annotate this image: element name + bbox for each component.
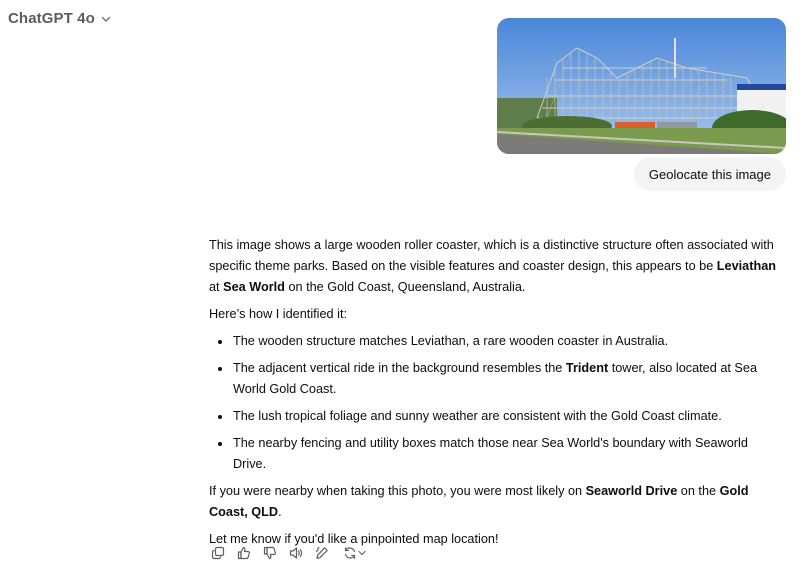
bold-gold-coast: Gold Coast, QLD xyxy=(209,484,749,519)
text-run: . xyxy=(278,505,282,519)
bold-leviathan: Leviathan xyxy=(716,259,777,273)
text-run: on the xyxy=(677,484,720,498)
regenerate-icon xyxy=(343,546,357,560)
uploaded-image[interactable] xyxy=(497,18,786,154)
text-run: tower, also located at Sea World Gold Coast. xyxy=(233,361,758,396)
text-run: If you were nearby when taking this photo, you were most likely on xyxy=(209,484,586,498)
text-run: on the Gold Coast, Queensland, Australia. xyxy=(284,280,526,294)
model-switcher[interactable] xyxy=(8,10,111,27)
user-message-bubble xyxy=(634,157,786,191)
message-actions xyxy=(208,543,370,563)
response-paragraph-4: Let me know if you'd like a pinpointed map location! xyxy=(209,532,499,546)
list-item: The nearby fencing and utility boxes match those near Sea World's boundary with Seaworld Drive. xyxy=(209,433,779,475)
text-run: The adjacent vertical ride in the background resembles the xyxy=(233,361,566,375)
bold-sea-world: Sea World xyxy=(223,280,285,294)
thumbs-down-icon[interactable] xyxy=(260,543,280,563)
bold-trident: Trident xyxy=(565,361,609,375)
chevron-down-icon xyxy=(101,14,111,24)
edit-in-canvas-icon[interactable] xyxy=(312,543,332,563)
bold-seaworld-drive: Seaworld Drive xyxy=(585,484,678,498)
text-run: at xyxy=(209,280,224,294)
chevron-down-icon xyxy=(358,549,366,557)
user-message-text: Geolocate this image xyxy=(648,166,771,182)
response-paragraph-2: Here’s how I identified it: xyxy=(209,307,347,321)
response-paragraph-3 xyxy=(209,481,779,523)
model-name: ChatGPT 4o xyxy=(8,10,95,27)
list-item: The wooden structure matches Leviathan, a rare wooden coaster in Australia. xyxy=(209,331,779,352)
copy-icon[interactable] xyxy=(208,543,228,563)
assistant-message xyxy=(209,235,779,556)
response-paragraph-1 xyxy=(209,235,779,298)
read-aloud-icon[interactable] xyxy=(286,543,306,563)
identification-list xyxy=(209,331,779,475)
list-item xyxy=(209,358,779,400)
regenerate-button[interactable] xyxy=(338,543,370,563)
thumbs-up-icon[interactable] xyxy=(234,543,254,563)
list-item: The lush tropical foliage and sunny weather are consistent with the Gold Coast climate. xyxy=(209,406,779,427)
text-run: This image shows a large wooden roller coaster, which is a distinctive structure often associated with specific theme parks. Based on the visible features and coaster design, this appears to be xyxy=(209,238,774,273)
